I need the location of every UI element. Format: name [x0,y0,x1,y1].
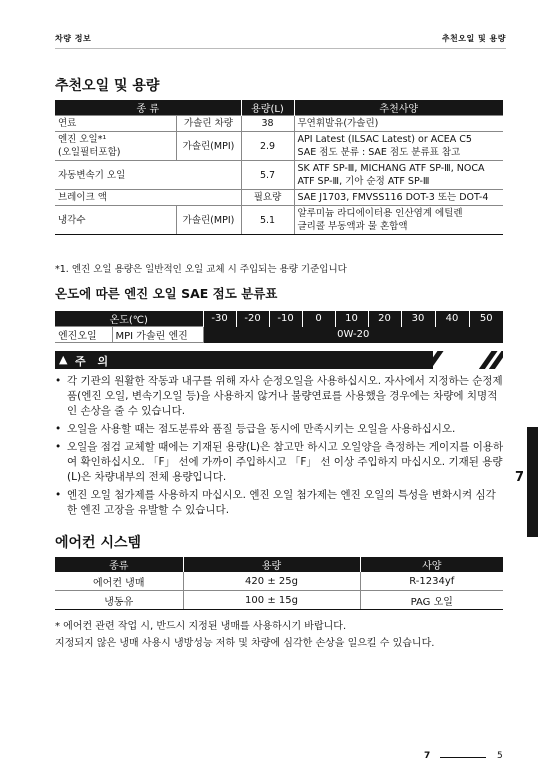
ac-row-type: 에어컨 냉매 [55,572,183,591]
oil-row-spec-line2: ATF SP-Ⅲ, 기아 순정 ATF SP-Ⅲ [297,176,430,187]
caution-list [55,374,505,521]
oil-row-spec-line2: 글리콜 부동액과 물 혼합액 [297,221,408,232]
chapter-number: 7 [514,470,524,485]
list-item: • 엔진 오일 첨가제를 사용하지 마십시오. 엔진 오일 첨가제는 엔진 오일의 특성을 변화시켜 심각한 엔진 고장을 유발할 수 있습니다. [55,489,496,516]
list-item: • 오일을 점검 교체할 때에는 기재된 용량(L)은 참고만 하시고 오일양을 측정하는 게이지를 이용하여 확인하십시오. 「F」 선에 가까이 주입하시고 「F」 선 이상 주입하지 마십시오. 기재된 용량(L)은 차량내부의 전체 용량입니다. [55,441,504,483]
caution-label: 주 의 [75,355,113,368]
ac-row-type: 냉동유 [55,591,183,610]
header-section-label: 차량 정보 [55,34,92,43]
sae-temp-tick: -30 [203,311,236,327]
header-divider [55,48,506,49]
ac-col-header-type: 종류 [55,557,183,572]
oil-row-capacity: 2.9 [241,132,294,161]
oil-row-capacity: 필요량 [241,190,294,206]
caution-text: 엔진 오일 첨가제를 사용하지 마십시오. 엔진 오일 첨가제는 엔진 오일의 특성을 변화시켜 심각한 엔진 고장을 유발할 수 있습니다. [67,489,496,516]
sae-temp-tick: 0 [302,311,335,327]
ac-row-spec: R-1234yf [360,572,503,591]
sae-temp-tick: 40 [435,311,469,327]
oil-row-item-line1: 엔진 오일*¹ [58,134,107,145]
table-row [55,206,503,235]
table-row [55,190,503,206]
table-row [55,591,503,610]
sae-temp-tick: 30 [401,311,435,327]
ac-row-amount: 420 ± 25g [183,572,360,591]
ac-row-spec: PAG 오일 [360,591,503,610]
ac-col-header-spec: 사양 [360,557,503,572]
oil-row-item [55,132,176,161]
ac-section-title: 에어컨 시스템 [55,535,142,551]
oil-row-item: 냉각수 [55,206,176,235]
oil-row-spec [294,206,503,235]
oil-row-item: 자동변속기 오일 [55,161,241,190]
oil-table-header-row [55,100,503,116]
sae-temp-tick: -20 [236,311,269,327]
list-item: • 각 기관의 원활한 작동과 내구를 위해 자사 순정오일을 사용하십시오. 자사에서 지정하는 순정제품(엔진 오일, 변속기오일 등)을 사용하지 않거나 불량연료를 사용했을 경우에는 차량에 치명적인 손상을 줄 수 있습니다. [55,375,503,417]
ac-system-table [55,557,503,610]
sae-viscosity-table [55,311,503,343]
caution-text: 오일을 점검 교체할 때에는 기재된 용량(L)은 참고만 하시고 오일양을 측정하는 게이지를 이용하여 확인하십시오. 「F」 선에 가까이 주입하시고 「F」 선 이상 주입하지 마십시오. 기재된 용량(L)은 차량내부의 전체 용량입니다. [67,441,504,483]
table-row [55,161,503,190]
ac-row-amount: 100 ± 15g [183,591,360,610]
sae-temp-tick: 10 [335,311,368,327]
oil-row-spec-line2: SAE 점도 분류 : SAE 점도 분류표 참고 [297,147,461,158]
caution-text: 각 기관의 원활한 작동과 내구를 위해 자사 순정오일을 사용하십시오. 자사에서 지정하는 순정제품(엔진 오일, 변속기오일 등)을 사용하지 않거나 불량연료를 사용했을 경우에는 차량에 치명적인 손상을 줄 수 있습니다. [67,375,503,417]
oil-section-title: 추천오일 및 용량 [55,78,160,94]
oil-row-engine: 가솔린(MPI) [176,132,241,161]
oil-row-item: 연료 [55,116,176,132]
oil-row-item: 브레이크 액 [55,190,241,206]
table-row [55,116,503,132]
header-page-topic: 추천오일 및 용량 [441,34,506,43]
oil-row-spec [294,161,503,190]
sae-grade-bar: 0W-20 [203,327,503,343]
footer-divider [440,757,486,758]
col-header-capacity: 용량(L) [241,100,294,116]
table-row [55,132,503,161]
ac-note: * 에어컨 관련 작업 시, 반드시 지정된 냉매를 사용하시기 바랍니다. [55,621,347,632]
sae-oil-row [55,327,503,343]
oil-capacity-table [55,100,503,235]
oil-row-spec-line1: SK ATF SP-Ⅲ, MICHANG ATF SP-Ⅲ, NOCA [297,163,485,174]
sae-section-title: 온도에 따른 엔진 오일 SAE 점도 분류표 [55,286,278,301]
sae-temp-tick: 50 [469,311,503,327]
footer-chapter: 7 [424,751,431,761]
col-header-type: 종 류 [55,100,241,116]
oil-row-spec-line1: API Latest (ILSAC Latest) or ACEA C5 [297,134,472,145]
warning-triangle-icon: ▲ [59,353,68,366]
col-header-spec: 추천사양 [294,100,503,116]
oil-row-spec [294,132,503,161]
ac-col-header-amount: 용량 [183,557,360,572]
footer-page-number: 5 [497,751,503,761]
sae-row-label: 엔진오일 [55,327,112,343]
table-row [55,572,503,591]
sae-temp-label: 온도(℃) [55,311,203,327]
sae-temp-tick: -10 [269,311,302,327]
oil-footnote: *1. 엔진 오일 용량은 일반적인 오일 교체 시 주입되는 용량 기준입니다 [55,264,347,275]
oil-row-capacity: 38 [241,116,294,132]
sae-temp-tick: 20 [368,311,401,327]
ac-table-header-row [55,557,503,572]
list-item: • 오일을 사용할 때는 점도분류와 품질 등급을 동시에 만족시키는 오일을 사용하십시오. [55,423,456,435]
caution-text: 오일을 사용할 때는 점도분류와 품질 등급을 동시에 만족시키는 오일을 사용하십시오. [67,423,456,435]
ac-warning-note: 지정되지 않은 냉매 사용시 냉방성능 저하 및 차량에 심각한 손상을 일으킬 수 있습니다. [55,638,435,649]
oil-row-spec: 무연휘발유(가솔린) [294,116,503,132]
oil-row-spec-line1: 알루미늄 라디에이터용 인산염계 에틸렌 [297,208,463,219]
oil-row-item-line2: (오일필터포함) [58,147,121,158]
oil-row-engine: 가솔린(MPI) [176,206,241,235]
sae-temp-row [55,311,503,327]
oil-row-engine: 가솔린 차량 [176,116,241,132]
oil-row-capacity: 5.7 [241,161,294,190]
chapter-side-tab [527,427,538,537]
sae-engine-label: MPI 가솔린 엔진 [112,327,203,343]
caution-stripes-decoration [433,351,503,369]
caution-banner [55,351,503,369]
oil-row-capacity: 5.1 [241,206,294,235]
oil-row-spec: SAE J1703, FMVSS116 DOT-3 또는 DOT-4 [294,190,503,206]
